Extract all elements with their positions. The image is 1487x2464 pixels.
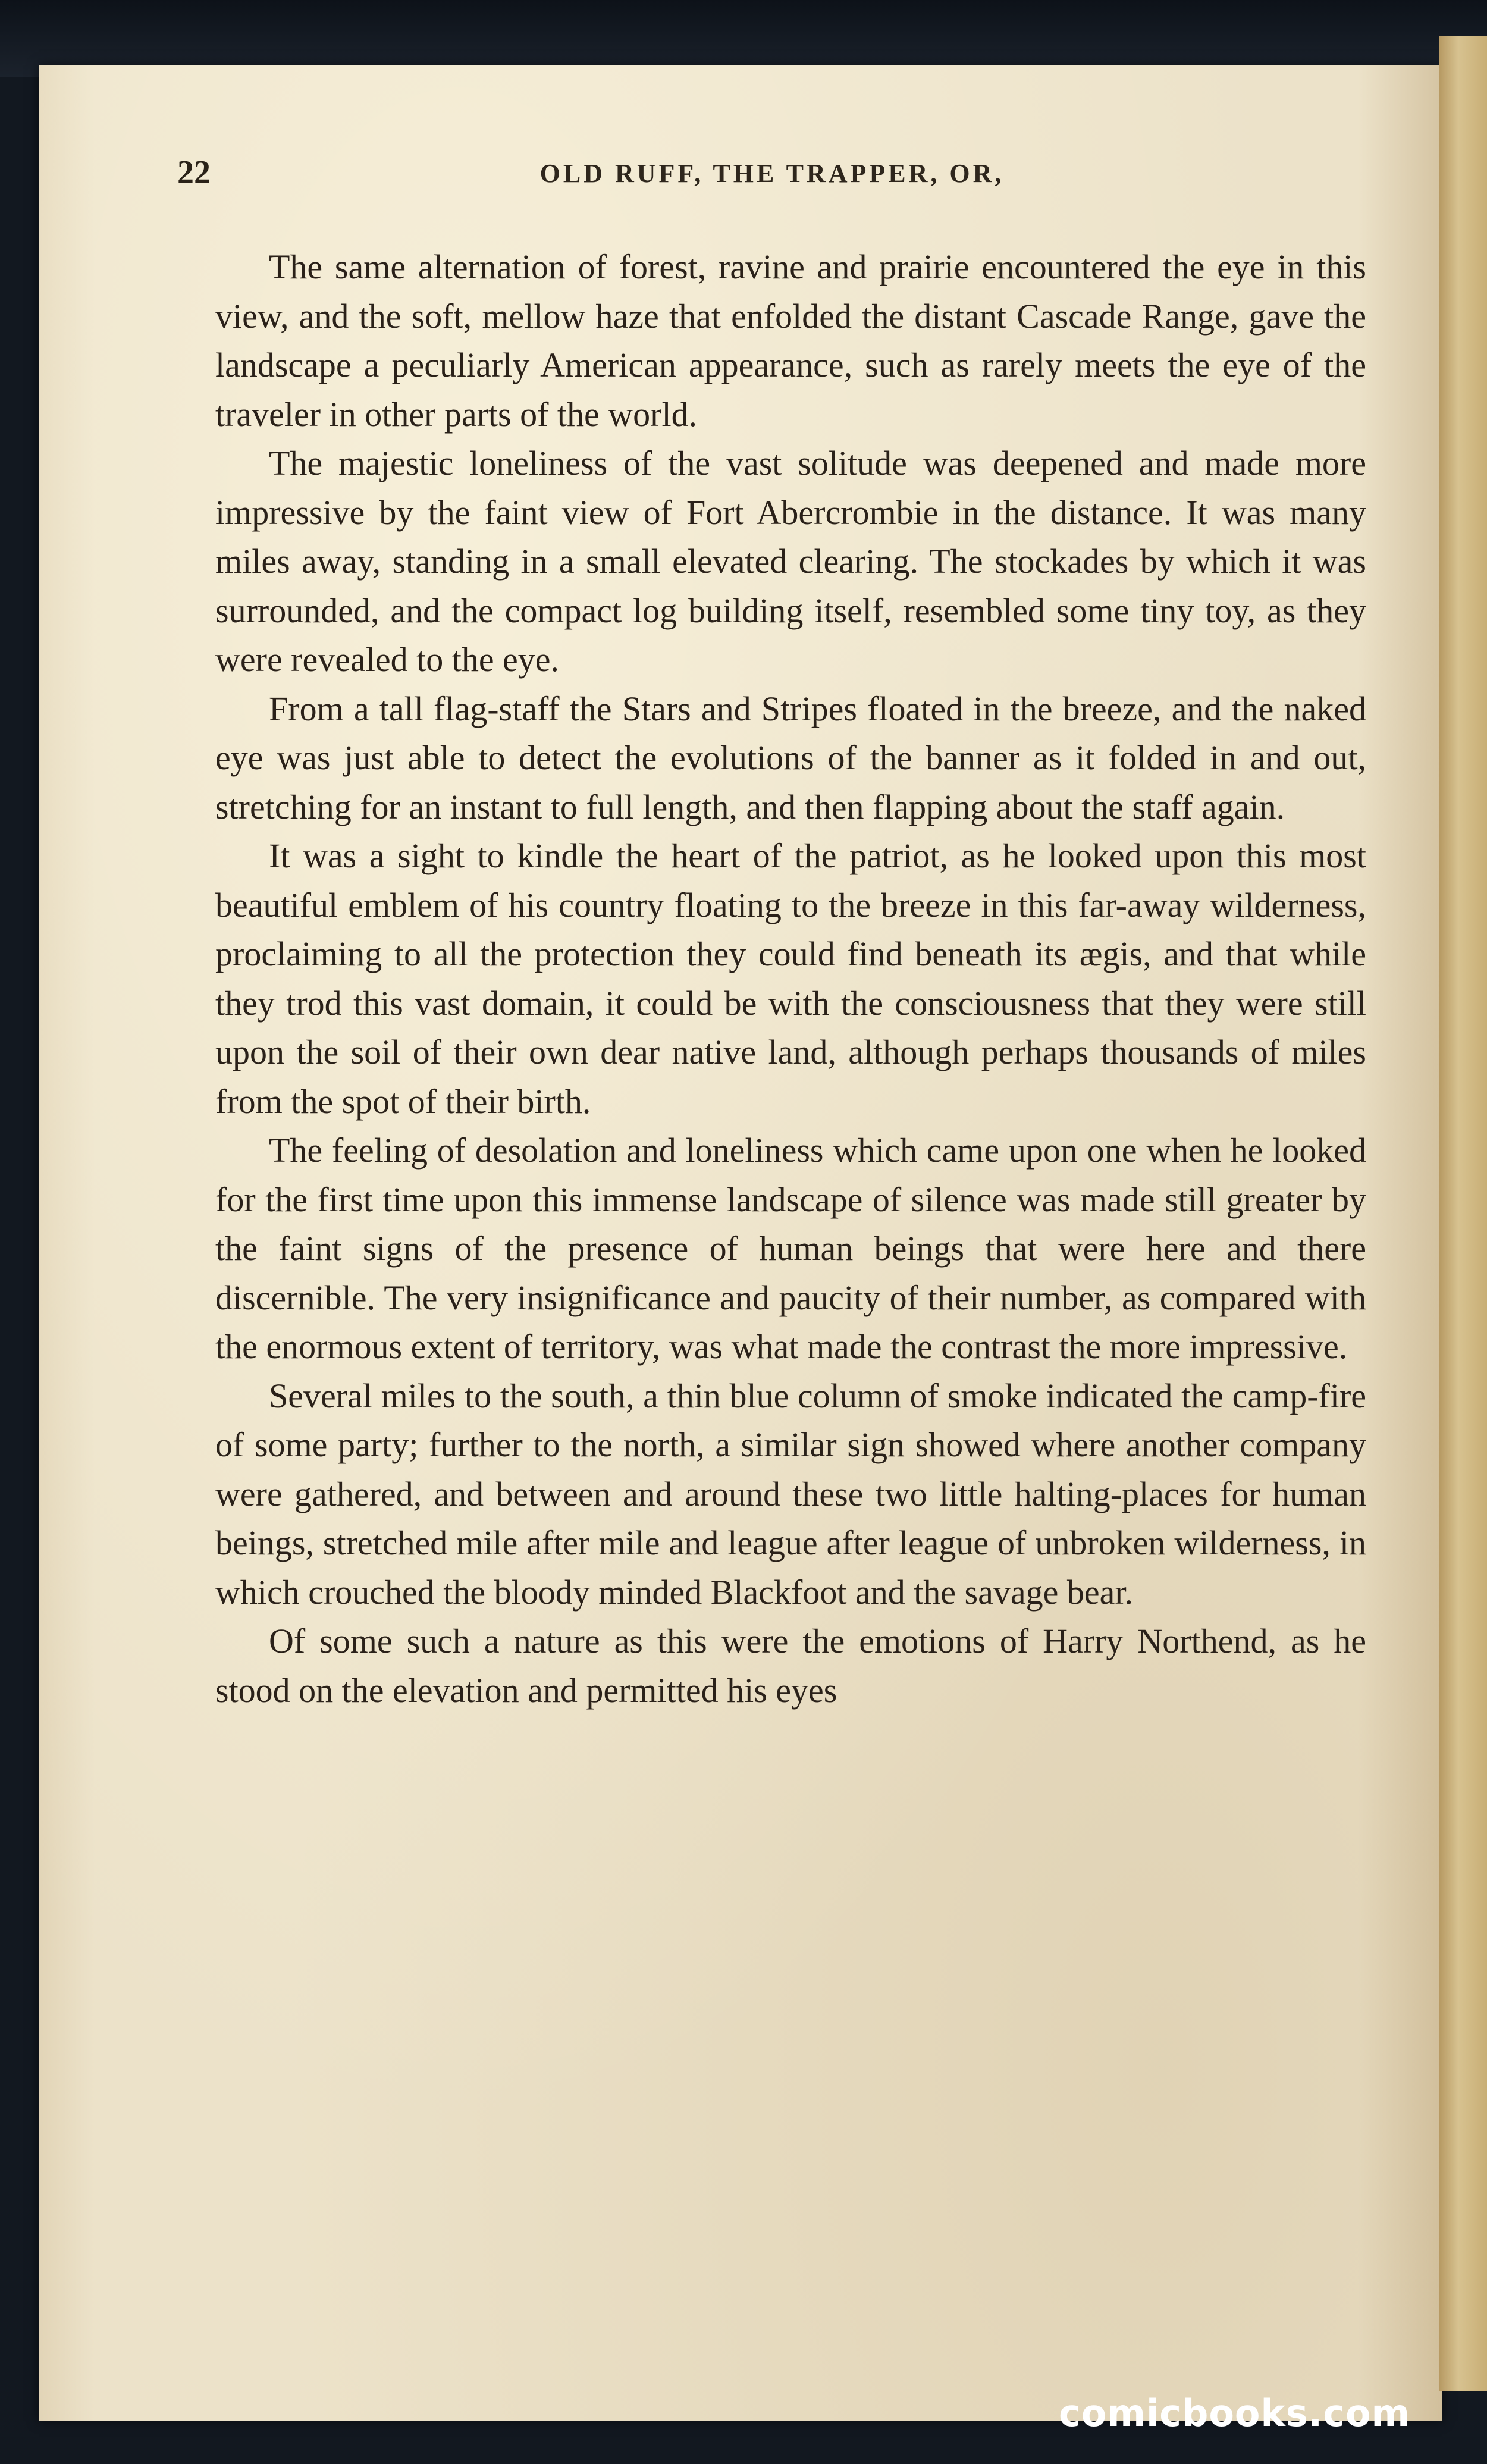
body-text — [215, 243, 1366, 1715]
paragraph: The same alternation of forest, ravine and prairie encountered the eye in this view, and the soft, mellow haze that enfolded the distant Cascade Range, gave the landscape a peculiarly American appearance, such as rarely meets the eye of the traveler in other parts of the world. — [215, 247, 1366, 434]
paragraph: From a tall flag-staff the Stars and Stripes floated in the breeze, and the naked eye was just able to detect the evolutions of the banner as it folded in and out, stretching for an instant to full length, and then flapping about the staff again. — [215, 689, 1366, 826]
paragraph: Of some such a nature as this were the emotions of Harry Northend, as he stood on the elevation and permitted his eyes — [215, 1622, 1366, 1710]
watermark: comicbooks.com — [1059, 2391, 1411, 2435]
paragraph: The majestic loneliness of the vast solitude was deepened and made more impressive by the faint view of Fort Abercrombie in the distance. It was many miles away, standing in a small elevated clearing. The stockades by which it was surrounded, and the compact log building itself, resembled some tiny toy, as they were revealed to the eye. — [215, 444, 1366, 679]
paragraph: The feeling of desolation and loneliness which came upon one when he looked for the first time upon this immense landscape of silence was made still greater by the faint signs of the presence of human beings that were here and there discernible. The very insignificance and paucity of their number, as compared with the enormous extent of territory, was what made the contrast the more impressive. — [215, 1131, 1366, 1366]
running-head: OLD RUFF, THE TRAPPER, OR, — [539, 159, 1005, 188]
page-number: 22 — [177, 154, 211, 191]
page-edge — [1439, 36, 1487, 2391]
page-header — [177, 153, 1367, 201]
paragraph: It was a sight to kindle the heart of the patriot, as he looked upon this most beautiful emblem of his country floating to the breeze in this far-away wilderness, proclaiming to all the protection they could find beneath its ægis, and that while they trod this vast domain, it could be with the consciousness that they were still upon the soil of their own dear native land, although perhaps thousands of miles from the spot of their birth. — [215, 836, 1366, 1121]
paragraph: Several miles to the south, a thin blue column of smoke indicated the camp-fire of some party; further to the north, a similar sign showed where another company were gathered, and between and around these two little halting-places for human beings, stretched mile after mile and league after league of unbroken wilderness, in which crouched the bloody minded Blackfoot and the savage bear. — [215, 1376, 1366, 1612]
